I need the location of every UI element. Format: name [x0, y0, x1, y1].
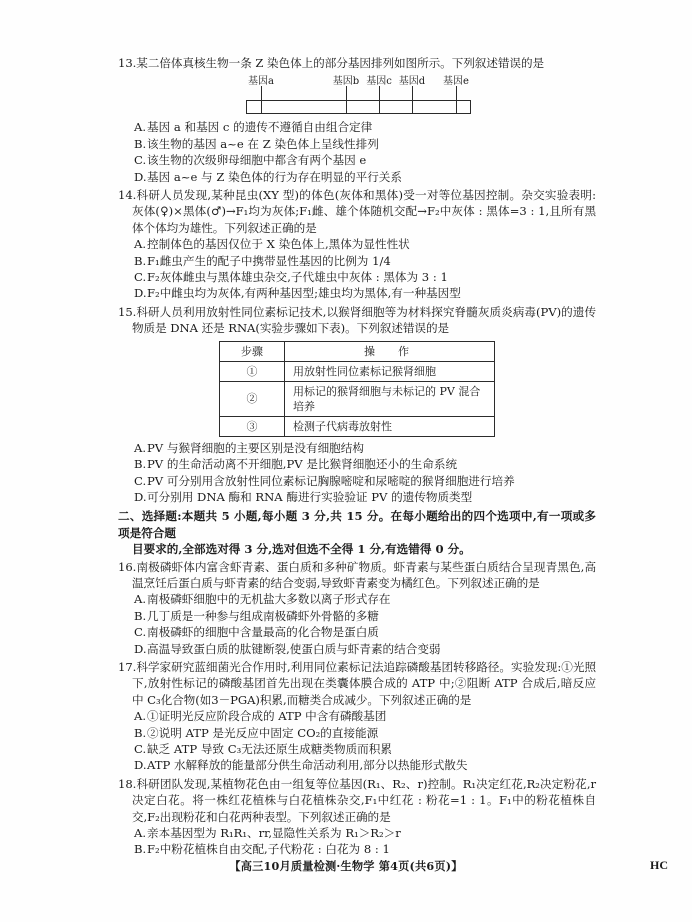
question-18-options	[118, 825, 596, 858]
option-text: 缺乏 ATP 导致 C₃无法还原生成糖类物质而积累	[147, 742, 392, 756]
gene-label-a: 基因a	[248, 76, 274, 88]
option-label: B.	[134, 842, 147, 857]
section-heading-line-1: 二、选择题:本题共 5 小题,每小题 3 分,共 15 分。在每小题给出的四个选项中,有一项或多项是符合题	[118, 509, 596, 540]
question-15-number: 15.	[118, 304, 137, 319]
option-label: A.	[134, 709, 147, 724]
option-label: A.	[134, 826, 147, 841]
page-footer	[0, 858, 692, 878]
gene-label-d: 基因d	[398, 76, 426, 88]
option-text: F₂中雌虫均为灰体,有两种基因型;雄虫均为黑体,有一种基因型	[147, 286, 461, 301]
gene-tick-d	[412, 86, 413, 114]
option-row	[134, 741, 596, 757]
option-label: B.	[134, 136, 147, 151]
option-label: D.	[134, 641, 147, 656]
step-operation-cell: 检测子代病毒放射性	[285, 416, 495, 436]
footer-code: HC	[650, 858, 668, 872]
option-row	[134, 725, 596, 741]
option-row	[134, 708, 596, 724]
section-heading-line-2: 目要求的,全部选对得 3 分,选对但选不全得 1 分,有选错得 0 分。	[132, 542, 471, 557]
step-number-cell: ①	[220, 361, 285, 381]
option-text: 高温导致蛋白质的肽键断裂,使蛋白质与虾青素的结合变弱	[147, 641, 441, 656]
table-header-cell: 操 作	[285, 341, 495, 361]
question-14-stem	[118, 187, 596, 236]
gene-tick-b	[346, 86, 347, 114]
option-row	[134, 236, 596, 252]
option-text: F₂中粉花植株自由交配,子代粉花 : 白花为 8 : 1	[147, 842, 390, 857]
option-row	[134, 641, 596, 657]
option-label: C.	[134, 270, 147, 285]
question-14-number: 14.	[118, 188, 137, 203]
step-operation-cell: 用标记的猴肾细胞与未标记的 PV 混合培养	[285, 381, 495, 416]
option-text: F₁雌虫产生的配子中携带显性基因的比例为 1/4	[147, 253, 391, 268]
question-13-options	[118, 119, 596, 185]
gene-label-b: 基因b	[332, 76, 360, 88]
option-text: 南极磷虾细胞中的无机盐大多数以离子形式存在	[147, 592, 391, 607]
option-row	[134, 253, 596, 269]
option-label: D.	[134, 758, 147, 773]
question-18-number: 18.	[118, 776, 137, 791]
chromosome-bar	[246, 100, 471, 114]
question-16-number: 16.	[118, 559, 137, 574]
option-text: 南极磷虾的细胞中含量最高的化合物是蛋白质	[147, 625, 379, 640]
option-row	[134, 624, 596, 640]
option-text: 该生物的次级卵母细胞中都含有两个基因 e	[147, 153, 367, 168]
option-row	[134, 591, 596, 607]
question-18-stem-text: 科研团队发现,某植物花色由一组复等位基因(R₁、R₂、r)控制。R₁决定红花,R₂决定粉花,r 决定白花。将一株红花植株与白花植株杂交,F₁中红花 : 粉花=1 : 1。F₁中的粉花植株自交,F₂出现粉花和白花两种表型。下列叙述正确的是	[132, 776, 596, 824]
option-label: C.	[134, 153, 147, 168]
option-label: D.	[134, 489, 147, 504]
option-text: F₂灰体雌虫与黑体雄虫杂交,子代雄虫中灰体 : 黑体为 3 : 1	[147, 270, 448, 285]
question-16-stem	[118, 559, 596, 592]
option-label: A.	[134, 120, 147, 135]
experiment-steps-table	[219, 341, 495, 437]
option-row	[134, 269, 596, 285]
gene-label-e: 基因e	[443, 76, 469, 88]
option-row	[134, 473, 596, 489]
option-row	[134, 825, 596, 841]
page-content	[118, 55, 596, 860]
option-label: A.	[134, 592, 147, 607]
option-text: ②说明 ATP 是光反应中固定 CO₂的直接能源	[147, 725, 379, 740]
option-row	[134, 440, 596, 456]
question-15-options	[118, 440, 596, 506]
question-17-options	[118, 708, 596, 774]
option-text: 几丁质是一种参与组成南极磷虾外骨骼的多糖	[147, 608, 379, 623]
question-14-stem-text: 科研人员发现,某种昆虫(XY 型)的体色(灰体和黑体)受一对等位基因控制。杂交实验表明:灰体(♀)×黑体(♂)→F₁均为灰体;F₁雌、雄个体随机交配→F₂中灰体 : 黑体=3 : 1,且所有黑体个体均为雄性。下列叙述正确的是	[132, 188, 596, 235]
question-18	[118, 776, 596, 858]
question-17-number: 17.	[118, 659, 137, 674]
option-label: B.	[134, 725, 147, 740]
option-text: 该生物的基因 a~e 在 Z 染色体上呈线性排列	[147, 136, 379, 151]
table-row	[220, 416, 495, 436]
option-text: 亲本基因型为 R₁R₁、rr,显隐性关系为 R₁＞R₂＞r	[147, 826, 401, 841]
option-row	[134, 841, 596, 857]
gene-tick-a	[261, 86, 262, 114]
step-number-cell: ②	[220, 381, 285, 416]
option-label: B.	[134, 457, 147, 472]
option-row	[134, 285, 596, 301]
question-18-stem	[118, 776, 596, 825]
option-text: ①证明光反应阶段合成的 ATP 中含有磷酸基团	[147, 709, 387, 724]
option-label: B.	[134, 608, 147, 623]
experiment-steps-table-wrap	[118, 341, 596, 437]
gene-label-c: 基因c	[366, 76, 392, 88]
option-text: 控制体色的基因仅位于 X 染色体上,黑体为显性性状	[147, 237, 410, 252]
option-text: 基因 a 和基因 c 的遗传不遵循自由组合定律	[147, 120, 373, 135]
footer-page-label: 【高三10月质量检测·生物学 第4页(共6页)】	[229, 859, 463, 873]
option-row	[134, 152, 596, 168]
option-row	[134, 608, 596, 624]
option-text: ATP 水解释放的能量部分供生命活动利用,部分以热能形式散失	[147, 758, 468, 773]
question-13-stem	[118, 55, 596, 71]
option-text: PV 可分别用含放射性同位素标记胸腺嘧啶和尿嘧啶的猴肾细胞进行培养	[147, 473, 515, 488]
question-13	[118, 55, 596, 185]
option-label: D.	[134, 169, 147, 184]
question-17	[118, 659, 596, 774]
question-14-options	[118, 236, 596, 302]
section-two-heading	[118, 508, 596, 557]
table-row	[220, 381, 495, 416]
option-row	[134, 456, 596, 472]
option-row	[134, 757, 596, 773]
question-17-stem-text: 科学家研究蓝细菌光合作用时,利用同位素标记法追踪磷酸基团转移路径。实验发现:①光照下,放射性标记的磷酸基团首先出现在类囊体膜合成的 ATP 中;②阻断 ATP 合成后,暗反应中 C₃化合物(如3－PGA)积累,而糖类合成减少。下列叙述正确的是	[132, 659, 596, 707]
question-15	[118, 304, 596, 505]
question-15-stem	[118, 304, 596, 337]
chromosome-gene-map-figure	[118, 76, 596, 116]
option-row	[134, 136, 596, 152]
option-label: C.	[134, 742, 147, 756]
table-row	[220, 361, 495, 381]
table-header-row	[220, 341, 495, 361]
option-label: A.	[134, 237, 147, 252]
option-text: 可分别用 DNA 酶和 RNA 酶进行实验验证 PV 的遗传物质类型	[147, 489, 473, 504]
option-row	[134, 119, 596, 135]
gene-tick-c	[379, 86, 380, 114]
question-16-options	[118, 591, 596, 657]
option-label: B.	[134, 253, 147, 268]
option-label: A.	[134, 440, 147, 455]
option-row	[134, 169, 596, 185]
question-13-stem-text: 某二倍体真核生物一条 Z 染色体上的部分基因排列如图所示。下列叙述错误的是	[136, 56, 545, 70]
table-header-cell: 步骤	[220, 341, 285, 361]
question-16	[118, 559, 596, 657]
question-15-stem-text: 科研人员利用放射性同位素标记技术,以猴肾细胞等为材料探究脊髓灰质炎病毒(PV)的遗传物质是 DNA 还是 RNA(实验步骤如下表)。下列叙述错误的是	[132, 304, 596, 336]
option-label: D.	[134, 286, 147, 301]
option-row	[134, 489, 596, 505]
option-label: C.	[134, 473, 147, 488]
step-operation-cell: 用放射性同位素标记猴肾细胞	[285, 361, 495, 381]
question-13-number: 13.	[118, 56, 137, 70]
option-text: PV 的生命活动离不开细胞,PV 是比猴肾细胞还小的生命系统	[147, 457, 458, 472]
option-text: PV 与猴肾细胞的主要区别是没有细胞结构	[147, 440, 364, 455]
option-label: C.	[134, 625, 147, 640]
gene-tick-e	[456, 86, 457, 114]
question-17-stem	[118, 659, 596, 708]
step-number-cell: ③	[220, 416, 285, 436]
question-14	[118, 187, 596, 302]
question-16-stem-text: 南极磷虾体内富含虾青素、蛋白质和多种矿物质。虾青素与某些蛋白质结合呈现青黑色,高温烹饪后蛋白质与虾青素的结合变弱,导致虾青素变为橘红色。下列叙述正确的是	[132, 559, 596, 590]
option-text: 基因 a~e 与 Z 染色体的行为存在明显的平行关系	[147, 169, 402, 184]
